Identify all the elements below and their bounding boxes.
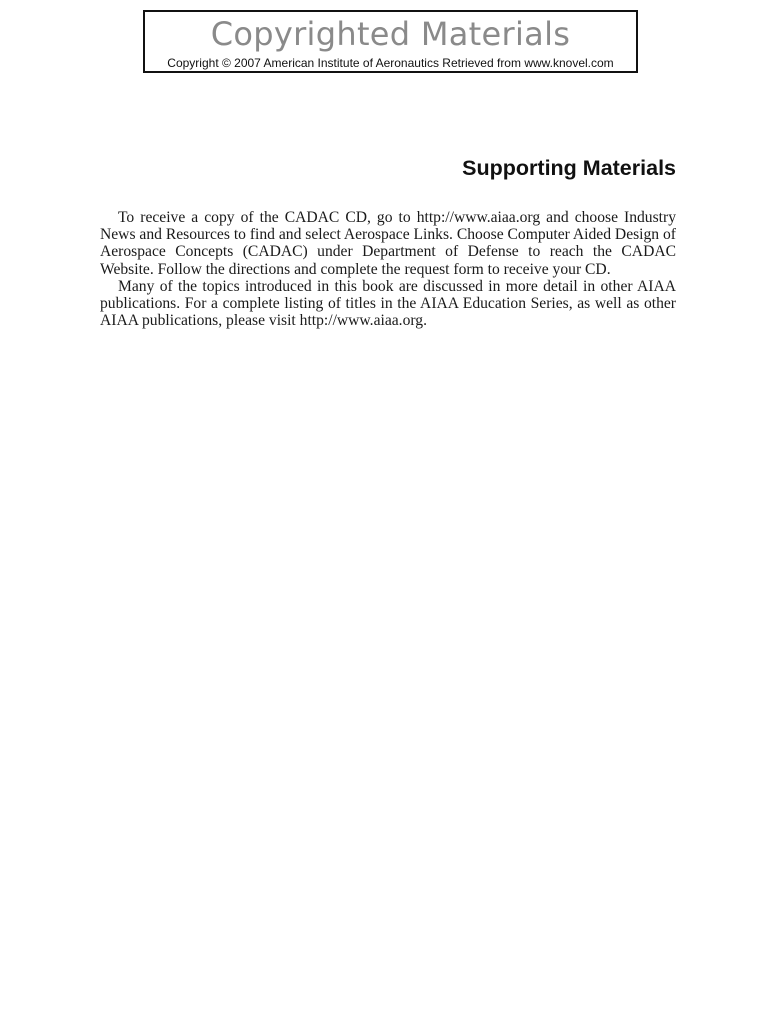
paragraph-aiaa-publications: Many of the topics introduced in this book are discussed in more detail in other AIAA publications. For a complete listing of titles in the AIAA Education Series, as well as other AIAA publications, please visit http://www.aiaa.org. [100,277,676,330]
body-text [100,209,676,329]
page-heading: Supporting Materials [462,156,676,180]
copyright-notice: Copyright © 2007 American Institute of Aeronautics Retrieved from www.knovel.com [167,56,614,70]
copyright-banner [143,10,638,73]
banner-title: Copyrighted Materials [210,15,571,53]
paragraph-cadac-cd: To receive a copy of the CADAC CD, go to http://www.aiaa.org and choose Industry News and Resources to find and select Aerospace Links. Choose Computer Aided Design of Aerospace Concepts (CADAC) under Department of Defense to reach the CADAC Website. Follow the directions and complete the request form to receive your CD. [100,209,676,278]
